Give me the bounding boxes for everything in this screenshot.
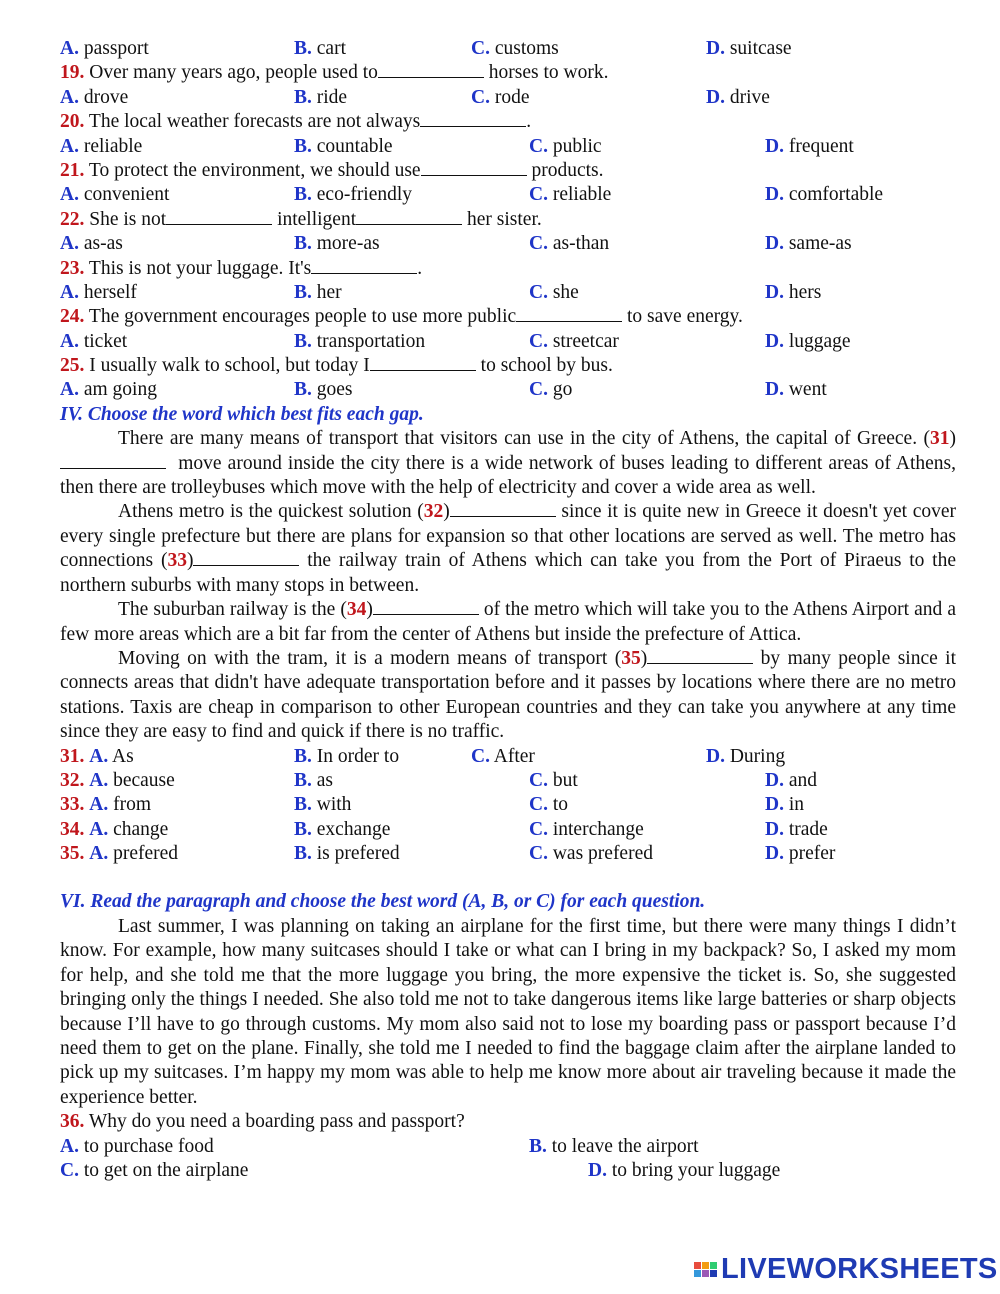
option-c[interactable]: C. but: [529, 769, 578, 791]
answer-blank[interactable]: [356, 208, 462, 225]
option-a[interactable]: A. reliable: [60, 135, 143, 157]
answer-blank[interactable]: [373, 598, 479, 615]
q34-options: [60, 818, 956, 842]
option-b[interactable]: B. is prefered: [294, 843, 400, 865]
liveworksheets-logo[interactable]: [694, 1254, 998, 1284]
logo-block: [710, 1270, 717, 1277]
option-d[interactable]: D. in: [765, 794, 805, 816]
option-c[interactable]: C. public: [529, 135, 602, 157]
logo-block: [694, 1270, 701, 1277]
passage-paragraph-1: There are many means of transport that visitors can use in the city of Athens, the capital of Greece. (31) move around inside the city there is a wide network of buses leading to different areas of Athens, then there are trolleybuses which move with the help of electricity and cover a wide area as well.: [60, 428, 956, 499]
answer-blank[interactable]: [311, 257, 417, 274]
logo-block: [710, 1262, 717, 1269]
option-d[interactable]: D. luggage: [765, 330, 851, 352]
option-d[interactable]: D. During: [706, 745, 786, 767]
option-b[interactable]: B. countable: [294, 135, 393, 157]
option-b[interactable]: B. eco-friendly: [294, 184, 413, 206]
answer-blank[interactable]: [421, 159, 527, 176]
option-b[interactable]: B. to leave the airport: [529, 1135, 699, 1157]
option-c[interactable]: C. she: [529, 281, 579, 303]
option-a[interactable]: A. passport: [60, 38, 149, 59]
option-d[interactable]: D. same-as: [765, 233, 852, 255]
passage-paragraph-2: Athens metro is the quickest solution (32) since it is quite new in Greece it doesn't yet cover every single prefecture but there are plans for expansion so that other locations are served as well. The metro has connections (33) the railway train of Athens which can take you from the Port of Piraeus to the northern suburbs with many stops in between.: [60, 501, 957, 596]
logo-blocks-icon: [694, 1262, 717, 1277]
option-a[interactable]: A. am going: [60, 379, 157, 401]
option-a[interactable]: A. to purchase food: [60, 1135, 214, 1157]
option-c[interactable]: C. interchange: [529, 818, 644, 840]
option-b[interactable]: B. ride: [294, 86, 348, 108]
answer-blank[interactable]: [166, 208, 272, 225]
option-d[interactable]: D. went: [765, 379, 827, 401]
answer-blank[interactable]: [450, 500, 556, 517]
question-24: 24. The government encourages people to use more public to save energy.: [60, 306, 743, 328]
option-b[interactable]: B. with: [294, 794, 352, 816]
option-b[interactable]: B. as: [294, 769, 334, 791]
worksheet-page: [60, 37, 956, 1183]
option-c[interactable]: C. as-than: [529, 233, 610, 255]
option-a[interactable]: 32. A. because: [60, 769, 175, 791]
option-a[interactable]: A. ticket: [60, 330, 128, 352]
logo-block: [702, 1262, 709, 1269]
option-a[interactable]: A. as-as: [60, 233, 123, 255]
answer-blank[interactable]: [193, 549, 299, 566]
option-c[interactable]: C. reliable: [529, 184, 612, 206]
option-d[interactable]: D. drive: [706, 86, 770, 108]
option-b[interactable]: B. cart: [294, 38, 346, 59]
q31-options: [60, 745, 956, 769]
option-c[interactable]: C. to: [529, 794, 569, 816]
option-b[interactable]: B. goes: [294, 379, 353, 401]
q21-options: [60, 183, 956, 207]
option-a[interactable]: A. herself: [60, 281, 137, 303]
question-22: 22. She is not intelligent her sister.: [60, 208, 542, 230]
option-a[interactable]: 33. A. from: [60, 794, 151, 816]
q33-options: [60, 793, 956, 817]
question-25: 25. I usually walk to school, but today I to school by bus.: [60, 355, 613, 377]
q36-options-row-1: [60, 1135, 956, 1159]
passage-paragraph-4: Moving on with the tram, it is a modern means of transport (35) by many people since it connects areas that didn't have adequate transportation before and it passes by locations where there are no metro stations. Taxis are cheap in comparison to other European countries and they can take you anywhere at any time since they are easy to find and quick if there is no traffic.: [60, 647, 957, 743]
passage-paragraph-3: The suburban railway is the (34) of the metro which will take you to the Athens Airport and a few more areas which are a bit far from the center of Athens but inside the prefecture of Attica.: [60, 599, 956, 645]
question-19: 19. Over many years ago, people used to horses to work.: [60, 62, 609, 84]
option-d[interactable]: D. comfortable: [765, 184, 884, 206]
option-a[interactable]: 34. A. change: [60, 818, 169, 840]
option-c[interactable]: C. rode: [471, 86, 530, 108]
section-4-title: IV. Choose the word which best fits each gap.: [60, 403, 424, 425]
option-c[interactable]: C. go: [529, 379, 573, 401]
option-a[interactable]: 31. A. As: [60, 745, 134, 767]
option-d[interactable]: D. suitcase: [706, 38, 792, 59]
q23-options: [60, 281, 956, 305]
answer-blank[interactable]: [60, 452, 166, 469]
answer-blank[interactable]: [420, 110, 526, 127]
option-a[interactable]: A. convenient: [60, 184, 170, 206]
option-c[interactable]: C. to get on the airplane: [60, 1159, 249, 1181]
q18-options: [60, 37, 956, 61]
q32-options: [60, 769, 956, 793]
logo-block: [694, 1262, 701, 1269]
answer-blank[interactable]: [647, 647, 753, 664]
option-d[interactable]: D. and: [765, 769, 817, 791]
logo-text: LIVEWORKSHEETS: [721, 1252, 998, 1285]
option-d[interactable]: D. hers: [765, 281, 822, 303]
answer-blank[interactable]: [378, 61, 484, 78]
section-6-title: VI. Read the paragraph and choose the best word (A, B, or C) for each question.: [60, 891, 706, 913]
q36-options-row-2: [60, 1159, 956, 1183]
q20-options: [60, 135, 956, 159]
question-20: 20. The local weather forecasts are not always .: [60, 111, 532, 133]
reading-paragraph: Last summer, I was planning on taking an airplane for the first time, but there were many things I didn’t know. For example, how many suitcases should I take or what can I bring in my backpack? So, I asked my mom for help, and she told me that the more luggage you bring, the more expensive the ticket is. So, she suggested bringing only the things I needed. She also told me not to take dangerous items like large batteries or sharp objects because I’ll have to go through customs. My mom also said not to lose my boarding pass or passport because I’d need them to get on the plane. Finally, she told me I needed to find the baggage claim after the airplane landed to pick up my suitcases. I’m happy my mom was able to help me know more about air traveling because it made the experience better.: [60, 915, 956, 1108]
option-b[interactable]: B. exchange: [294, 818, 391, 840]
logo-block: [702, 1270, 709, 1277]
option-c[interactable]: C. was prefered: [529, 843, 653, 865]
q19-options: [60, 86, 956, 110]
option-c[interactable]: C. After: [471, 745, 535, 767]
option-c[interactable]: C. streetcar: [529, 330, 619, 352]
question-21: 21. To protect the environment, we should use products.: [60, 159, 604, 181]
question-23: 23. This is not your luggage. It's .: [60, 257, 423, 279]
option-d[interactable]: D. trade: [765, 818, 828, 840]
answer-blank[interactable]: [516, 305, 622, 322]
q25-options: [60, 378, 956, 402]
q35-options: [60, 842, 956, 866]
option-b[interactable]: B. more-as: [294, 233, 380, 255]
option-c[interactable]: C. customs: [471, 38, 559, 59]
option-a[interactable]: A. drove: [60, 86, 129, 108]
q22-options: [60, 232, 956, 256]
question-36: 36. Why do you need a boarding pass and passport?: [60, 1111, 465, 1133]
option-d[interactable]: D. frequent: [765, 135, 854, 157]
option-b[interactable]: B. transportation: [294, 330, 426, 352]
option-d[interactable]: D. to bring your luggage: [588, 1159, 781, 1181]
option-b[interactable]: B. her: [294, 281, 342, 303]
option-d[interactable]: D. prefer: [765, 843, 836, 865]
answer-blank[interactable]: [370, 354, 476, 371]
option-b[interactable]: B. In order to: [294, 745, 400, 767]
spacer: [60, 866, 956, 890]
q24-options: [60, 330, 956, 354]
option-a[interactable]: 35. A. prefered: [60, 843, 179, 865]
